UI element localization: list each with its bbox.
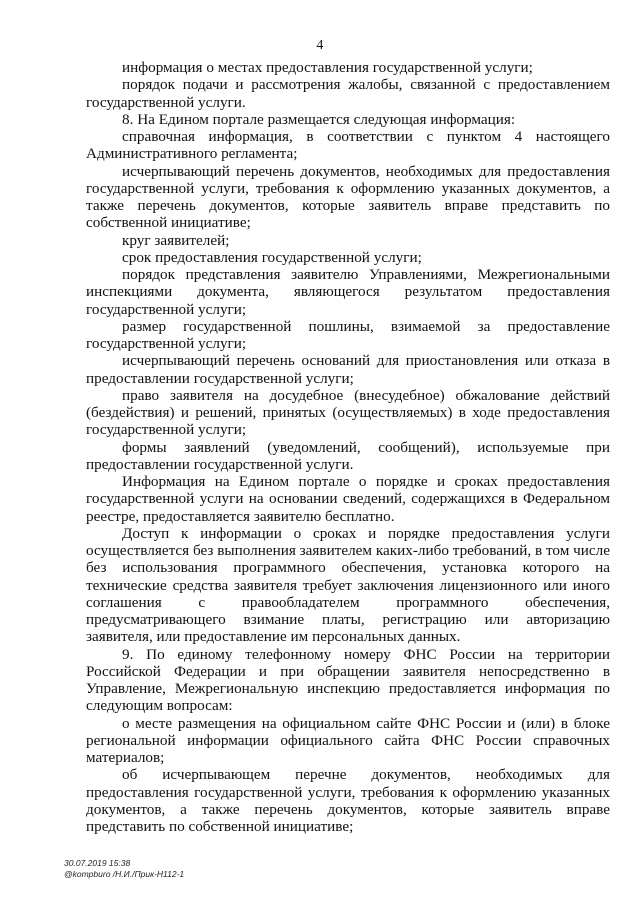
- document-body: [86, 59, 610, 835]
- paragraph: 8. На Едином портале размещается следующая информация:: [122, 110, 516, 128]
- paragraph: информация о местах предоставления государственной услуги;: [122, 59, 533, 76]
- footer-code: @kompburo /Н.И./Прик-Н112-1: [64, 869, 185, 879]
- paragraph: исчерпывающий перечень документов, необходимых для предоставления государственной услуги, требования к оформлению указанных документов, а также перечень документов, которые заявитель вправе представить по собственной инициативе;: [86, 162, 610, 232]
- footer-timestamp: 30.07.2019 15:38: [64, 858, 131, 868]
- paragraph: об исчерпывающем перечне документов, необходимых для предоставления государственной услуги, требования к оформлению указанных документов, а также перечень документов, которые заявитель вправе представить по собственной инициативе;: [86, 766, 610, 835]
- paragraph: порядок представления заявителю Управлениями, Межрегиональными инспекциями документа, являющегося результатом предоставления государственной услуги;: [86, 266, 610, 318]
- document-footer: [64, 858, 184, 880]
- paragraph: срок предоставления государственной услуги;: [122, 248, 422, 266]
- paragraph: исчерпывающий перечень оснований для приостановления или отказа в предоставлении государственной услуги;: [86, 352, 610, 387]
- paragraph: размер государственной пошлины, взимаемой за предоставление государственной услуги;: [86, 317, 610, 352]
- paragraph: формы заявлений (уведомлений, сообщений), используемые при предоставлении государственной услуги.: [86, 438, 610, 473]
- page-number: 4: [316, 38, 324, 53]
- paragraph: Информация на Едином портале о порядке и сроках предоставления государственной услуги на основании сведений, содержащихся в Федеральном реестре, предоставляется заявителю бесплатно.: [86, 473, 610, 525]
- paragraph: право заявителя на досудебное (внесудебное) обжалование действий (бездействия) и решений, принятых (осуществляемых) в ходе предоставления государственной услуги;: [86, 386, 610, 439]
- paragraph: 9. По единому телефонному номеру ФНС России на территории Российской Федерации и при обращении заявителя непосредственно в Управление, Межрегиональную инспекцию предоставляется информация по следующим вопросам:: [86, 645, 610, 715]
- paragraph: справочная информация, в соответствии с пунктом 4 настоящего Административного регламента;: [86, 128, 610, 163]
- paragraph: о месте размещения на официальном сайте ФНС России и (или) в блоке региональной информации официального сайта ФНС России справочных материалов;: [86, 714, 610, 766]
- paragraph: Доступ к информации о сроках и порядке предоставления услуги осуществляется без выполнения заявителем каких-либо требований, в том числе без использования программного обеспечения, установка которого на технические средства заявителя требует заключения лицензионного или иного соглашения с правообладателем программного обеспечения, предусматривающего взимание платы, регистрацию или авторизацию заявителя, или предоставление им персональных данных.: [86, 524, 610, 646]
- paragraph: круг заявителей;: [122, 231, 230, 249]
- paragraph: порядок подачи и рассмотрения жалобы, связанной с предоставлением государственной услуги.: [86, 76, 610, 111]
